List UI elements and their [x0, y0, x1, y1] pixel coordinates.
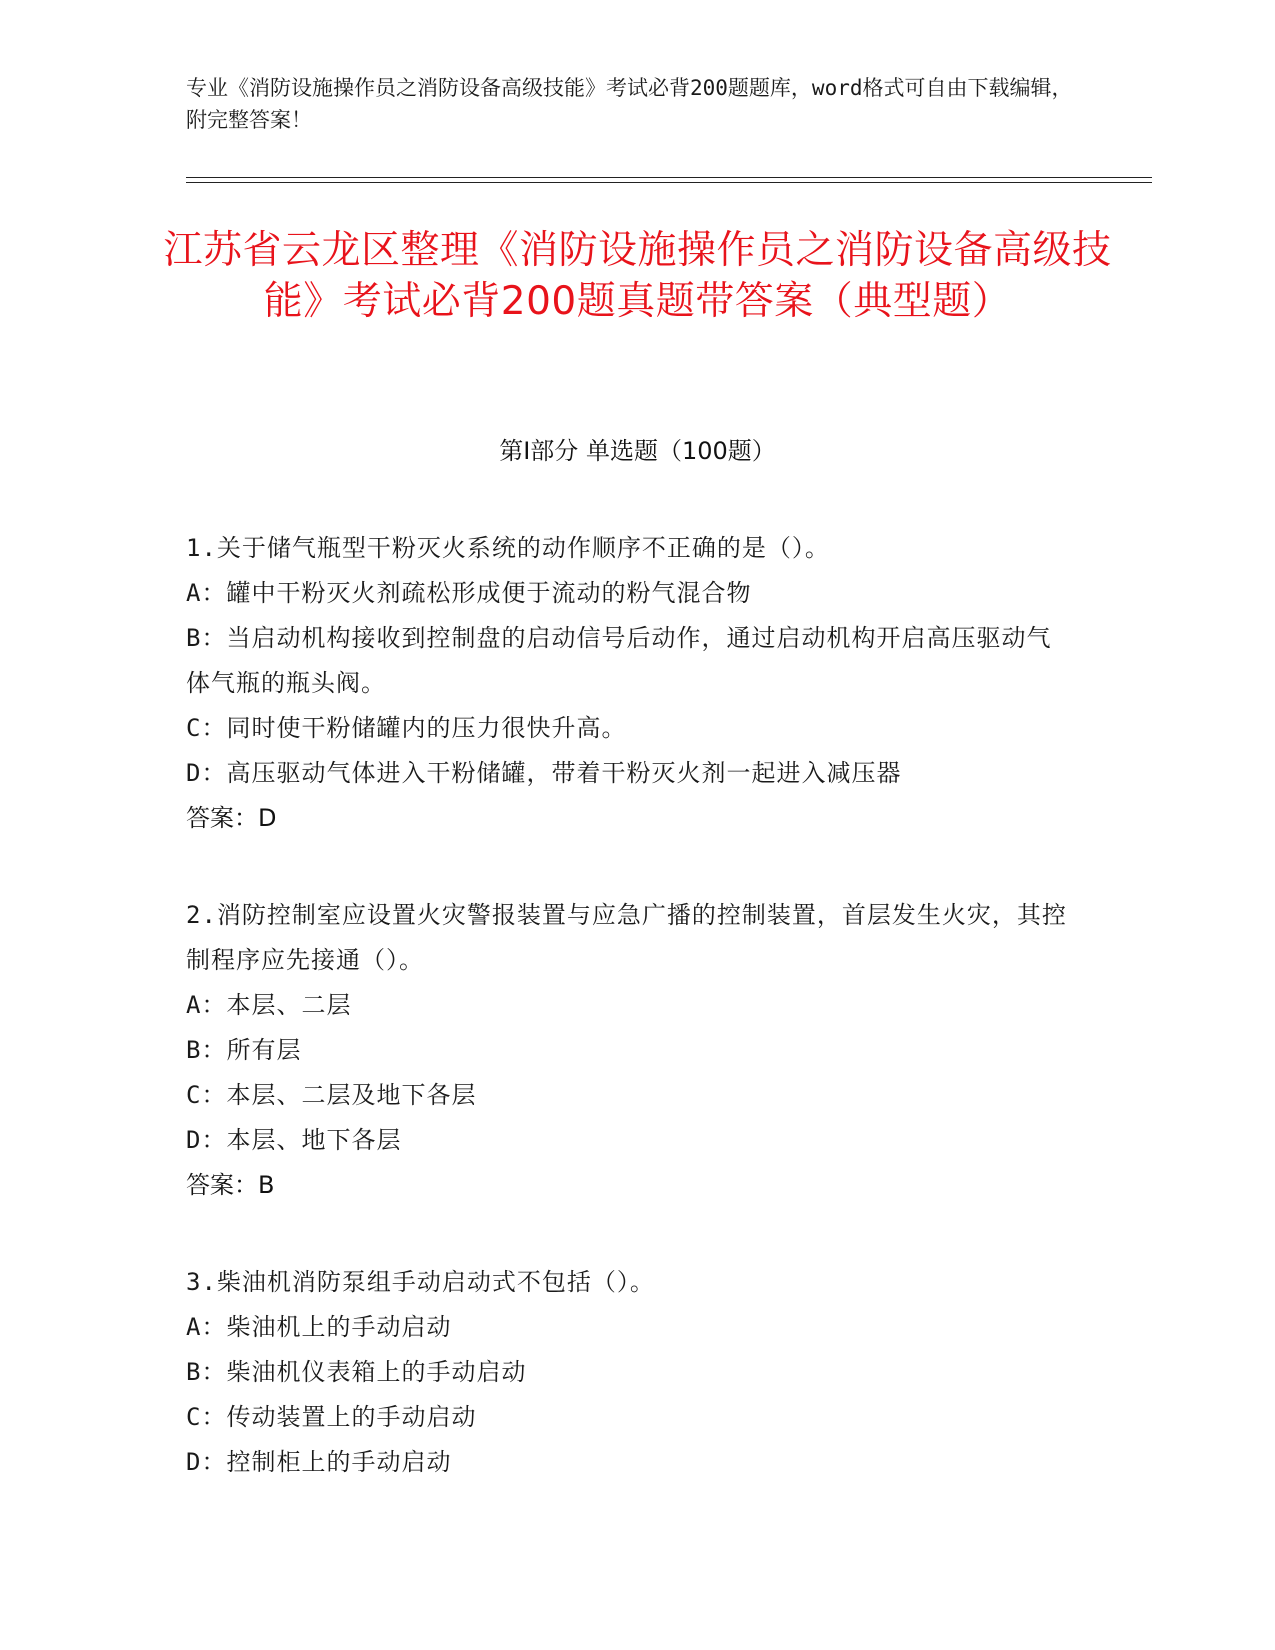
question-2	[186, 893, 1076, 1208]
option-c: C：同时使干粉储罐内的压力很快升高。	[186, 714, 627, 742]
question-3	[186, 1260, 1076, 1485]
question-stem: 1.关于储气瓶型干粉灭火系统的动作顺序不正确的是（）。	[186, 534, 830, 562]
option-a: A：罐中干粉灭火剂疏松形成便于流动的粉气混合物	[186, 579, 752, 607]
option-d: D：控制柜上的手动启动	[186, 1448, 452, 1476]
question-1	[186, 526, 1076, 841]
header-divider-bottom	[186, 182, 1152, 183]
section-title: 第Ⅰ部分 单选题（100题）	[499, 437, 776, 465]
header-divider-top	[186, 177, 1152, 178]
question-stem: 3.柴油机消防泵组手动启动式不包括（）。	[186, 1268, 655, 1296]
option-b: B：所有层	[186, 1036, 302, 1064]
option-a: A：本层、二层	[186, 991, 352, 1019]
answer: 答案：B	[186, 1171, 275, 1199]
option-c: C：本层、二层及地下各层	[186, 1081, 477, 1109]
question-stem: 2.消防控制室应设置火灾警报装置与应急广播的控制装置，首层发生火灾，其控制程序应先接通（）。	[186, 901, 1067, 974]
option-c: C：传动装置上的手动启动	[186, 1403, 477, 1431]
option-b: B：柴油机仪表箱上的手动启动	[186, 1358, 527, 1386]
document-title: 江苏省云龙区整理《消防设施操作员之消防设备高级技能》考试必背200题真题带答案（典型题）	[163, 228, 1112, 324]
question-list	[186, 526, 1076, 1537]
option-a: A：柴油机上的手动启动	[186, 1313, 452, 1341]
option-b: B：当启动机构接收到控制盘的启动信号后动作，通过启动机构开启高压驱动气体气瓶的瓶头阀。	[186, 624, 1052, 697]
answer: 答案：D	[186, 804, 277, 832]
option-d: D：高压驱动气体进入干粉储罐，带着干粉灭火剂一起进入减压器	[186, 759, 902, 787]
option-d: D：本层、地下各层	[186, 1126, 402, 1154]
header-note: 专业《消防设施操作员之消防设备高级技能》考试必背200题题库，word格式可自由下载编辑，附完整答案！	[186, 76, 1073, 132]
